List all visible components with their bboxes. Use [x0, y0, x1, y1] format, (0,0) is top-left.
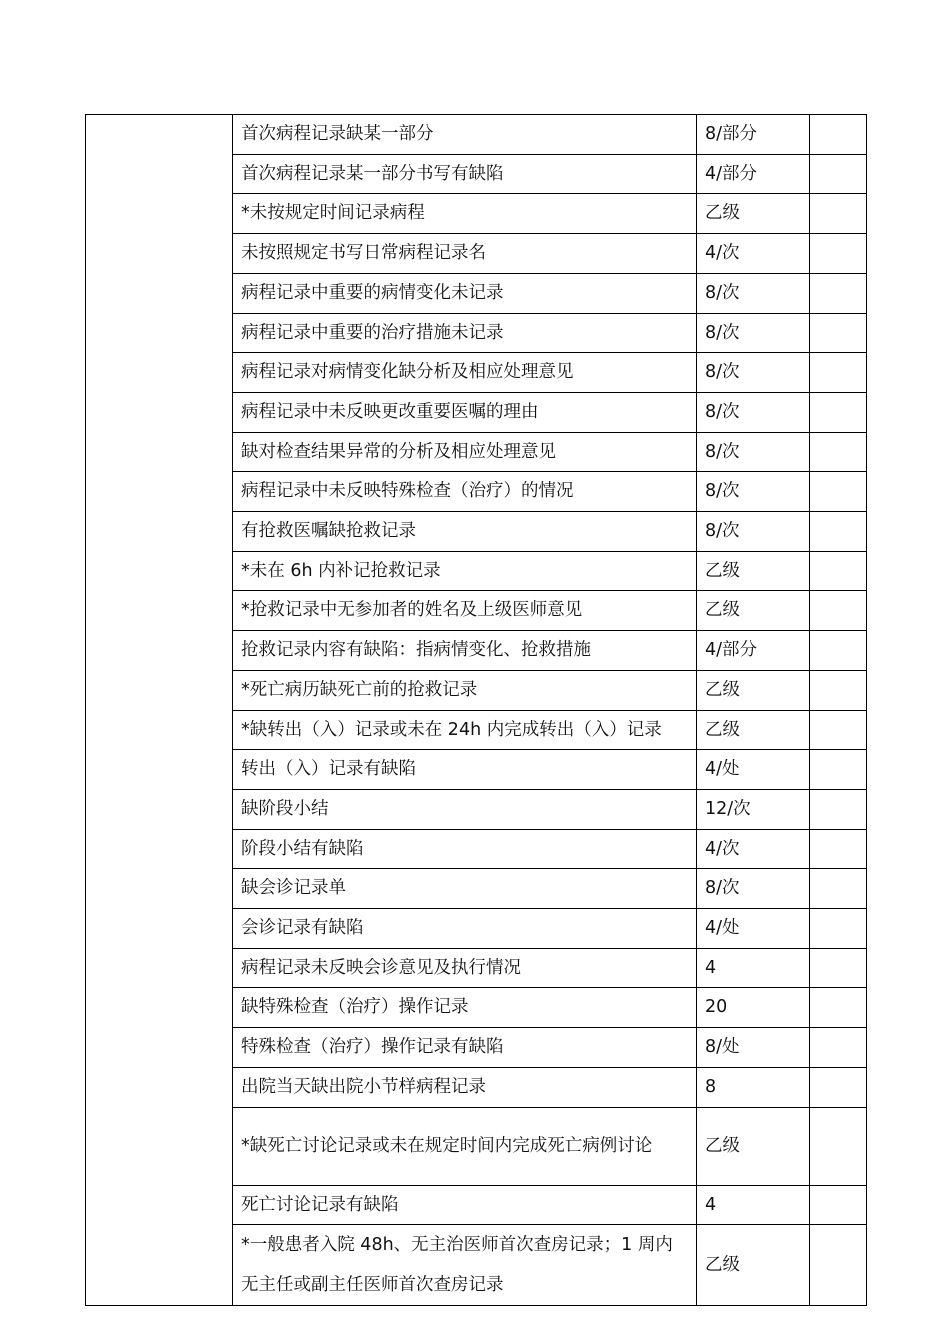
item-cell: 病程记录中未反映更改重要医嘱的理由: [233, 392, 697, 432]
deduction-cell: [810, 353, 867, 393]
score-cell: 8/次: [697, 313, 810, 353]
deduction-cell: [810, 988, 867, 1028]
score-cell: 8/处: [697, 1028, 810, 1068]
item-cell: 阶段小结有缺陷: [233, 829, 697, 869]
item-cell: 病程记录对病情变化缺分析及相应处理意见: [233, 353, 697, 393]
item-cell: 未按照规定书写日常病程记录名: [233, 234, 697, 274]
deduction-cell: [810, 1067, 867, 1107]
deduction-cell: [810, 194, 867, 234]
deduction-cell: [810, 670, 867, 710]
deduction-cell: [810, 591, 867, 631]
score-cell: 8/次: [697, 392, 810, 432]
score-cell: 4/部分: [697, 154, 810, 194]
score-cell: 乙级: [697, 194, 810, 234]
score-cell: 8/部分: [697, 115, 810, 155]
score-cell: 4/处: [697, 909, 810, 949]
score-cell: 20: [697, 988, 810, 1028]
deduction-cell: [810, 472, 867, 512]
deduction-cell: [810, 432, 867, 472]
score-cell: 4/次: [697, 829, 810, 869]
deduction-cell: [810, 948, 867, 988]
deduction-cell: [810, 710, 867, 750]
item-cell: *一般患者入院 48h、无主治医师首次查房记录；1 周内无主任或副主任医师首次查房记录: [233, 1225, 697, 1306]
deduction-cell: [810, 1185, 867, 1225]
score-cell: 乙级: [697, 551, 810, 591]
score-cell: 乙级: [697, 1107, 810, 1185]
deduction-cell: [810, 512, 867, 552]
deduction-cell: [810, 869, 867, 909]
item-cell: 首次病程记录某一部分书写有缺陷: [233, 154, 697, 194]
item-cell: 有抢救医嘱缺抢救记录: [233, 512, 697, 552]
score-cell: 8/次: [697, 273, 810, 313]
score-cell: 乙级: [697, 670, 810, 710]
item-cell: 缺特殊检查（治疗）操作记录: [233, 988, 697, 1028]
score-cell: 4: [697, 948, 810, 988]
score-cell: 12/次: [697, 789, 810, 829]
item-cell: 特殊检查（治疗）操作记录有缺陷: [233, 1028, 697, 1068]
table-row: [86, 115, 867, 155]
deduction-cell: [810, 1225, 867, 1306]
deduction-cell: [810, 551, 867, 591]
deduction-cell: [810, 1107, 867, 1185]
item-cell: *死亡病历缺死亡前的抢救记录: [233, 670, 697, 710]
deduction-cell: [810, 154, 867, 194]
item-cell: *缺死亡讨论记录或未在规定时间内完成死亡病例讨论: [233, 1107, 697, 1185]
score-cell: 8/次: [697, 432, 810, 472]
item-cell: 病程记录未反映会诊意见及执行情况: [233, 948, 697, 988]
item-cell: 病程记录中未反映特殊检查（治疗）的情况: [233, 472, 697, 512]
deduction-cell: [810, 234, 867, 274]
deduction-cell: [810, 273, 867, 313]
deduction-cell: [810, 631, 867, 671]
item-cell: 缺阶段小结: [233, 789, 697, 829]
item-cell: 死亡讨论记录有缺陷: [233, 1185, 697, 1225]
score-cell: 8: [697, 1067, 810, 1107]
item-cell: 首次病程记录缺某一部分: [233, 115, 697, 155]
item-cell: *缺转出（入）记录或未在 24h 内完成转出（入）记录: [233, 710, 697, 750]
deduction-cell: [810, 829, 867, 869]
deduction-cell: [810, 115, 867, 155]
item-cell: 病程记录中重要的病情变化未记录: [233, 273, 697, 313]
score-cell: 4: [697, 1185, 810, 1225]
item-cell: *未按规定时间记录病程: [233, 194, 697, 234]
item-cell: 缺对检查结果异常的分析及相应处理意见: [233, 432, 697, 472]
score-cell: 8/次: [697, 512, 810, 552]
score-cell: 8/次: [697, 472, 810, 512]
deduction-cell: [810, 1028, 867, 1068]
score-cell: 8/次: [697, 353, 810, 393]
item-cell: 病程记录中重要的治疗措施未记录: [233, 313, 697, 353]
score-cell: 4/部分: [697, 631, 810, 671]
deduction-cell: [810, 392, 867, 432]
item-cell: 缺会诊记录单: [233, 869, 697, 909]
score-cell: 乙级: [697, 710, 810, 750]
deduction-cell: [810, 313, 867, 353]
deduction-cell: [810, 789, 867, 829]
deduction-cell: [810, 909, 867, 949]
deduction-cell: [810, 750, 867, 790]
item-cell: 转出（入）记录有缺陷: [233, 750, 697, 790]
score-cell: 4/次: [697, 234, 810, 274]
category-cell: [86, 115, 233, 1306]
score-cell: 4/处: [697, 750, 810, 790]
table-body: [86, 115, 867, 1306]
score-cell: 乙级: [697, 1225, 810, 1306]
deduction-table: [85, 114, 867, 1306]
item-cell: 抢救记录内容有缺陷：指病情变化、抢救措施: [233, 631, 697, 671]
score-cell: 乙级: [697, 591, 810, 631]
item-cell: 会诊记录有缺陷: [233, 909, 697, 949]
item-cell: *抢救记录中无参加者的姓名及上级医师意见: [233, 591, 697, 631]
item-cell: *未在 6h 内补记抢救记录: [233, 551, 697, 591]
score-cell: 8/次: [697, 869, 810, 909]
item-cell: 出院当天缺出院小节样病程记录: [233, 1067, 697, 1107]
